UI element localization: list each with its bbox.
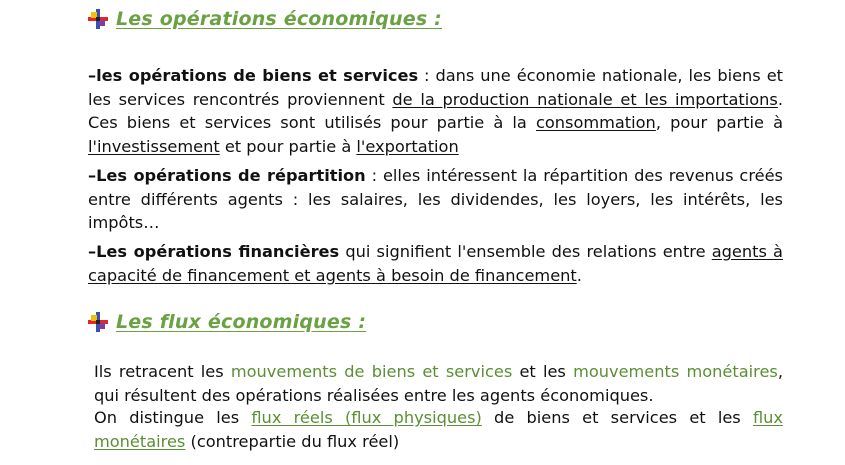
highlighted-term: flux réels (flux physiques) [251, 408, 482, 427]
paragraph-flux-retracent [94, 360, 783, 407]
highlighted-term: flux monétaires [94, 408, 783, 451]
paragraph-operations-repartition [88, 164, 783, 235]
text: . [576, 265, 582, 285]
paragraph-operations-biens-services [88, 64, 783, 158]
text: , qui résultent des opérations réalisées entre les agents économiques. [94, 362, 784, 405]
underlined-term: consommation [535, 113, 656, 132]
section-heading-flux [88, 311, 366, 333]
underlined-term: l'exportation [356, 136, 459, 156]
paragraph-operations-financieres [88, 240, 783, 287]
colored-cross-bullet-icon [88, 312, 108, 332]
text: qui signifient l'ensemble des relations entre [339, 242, 712, 261]
text: Ils retracent les [94, 362, 231, 381]
bold-lead: –Les opérations de répartition [88, 166, 366, 185]
section-heading-text: Les opérations économiques : [116, 8, 442, 30]
text: : elles intéressent la répartition des revenus créés entre différents agents : les salaires, les dividendes, les loyers, les intérêts, les impôts… [88, 166, 783, 232]
text: de biens et services et les [481, 408, 753, 427]
text: , pour partie à [655, 113, 783, 132]
text: On distingue les [94, 408, 252, 427]
underlined-term: l'investissement [88, 136, 220, 156]
bold-lead: –Les opérations financières [88, 242, 340, 261]
underlined-term: agents à capacité de financement et agents à besoin de financement [88, 242, 783, 285]
underlined-term: de la production nationale et les importations [392, 89, 778, 109]
text: et les [512, 362, 574, 381]
text: : dans une économie nationale, les biens et les services rencontrés proviennent [88, 66, 784, 109]
paragraph-flux-distingue [94, 406, 783, 453]
colored-cross-bullet-icon [88, 9, 108, 29]
bold-lead: –les opérations de biens et services [88, 66, 419, 85]
section-heading-text: Les flux économiques : [116, 311, 367, 333]
highlighted-term: mouvements monétaires [573, 362, 778, 381]
text: . Ces biens et services sont utilisés pour partie à la [88, 89, 784, 132]
section-heading-operations [88, 8, 442, 30]
text: et pour partie à [219, 136, 357, 156]
highlighted-term: mouvements de biens et services [230, 362, 513, 381]
text: (contrepartie du flux réel) [185, 431, 400, 451]
